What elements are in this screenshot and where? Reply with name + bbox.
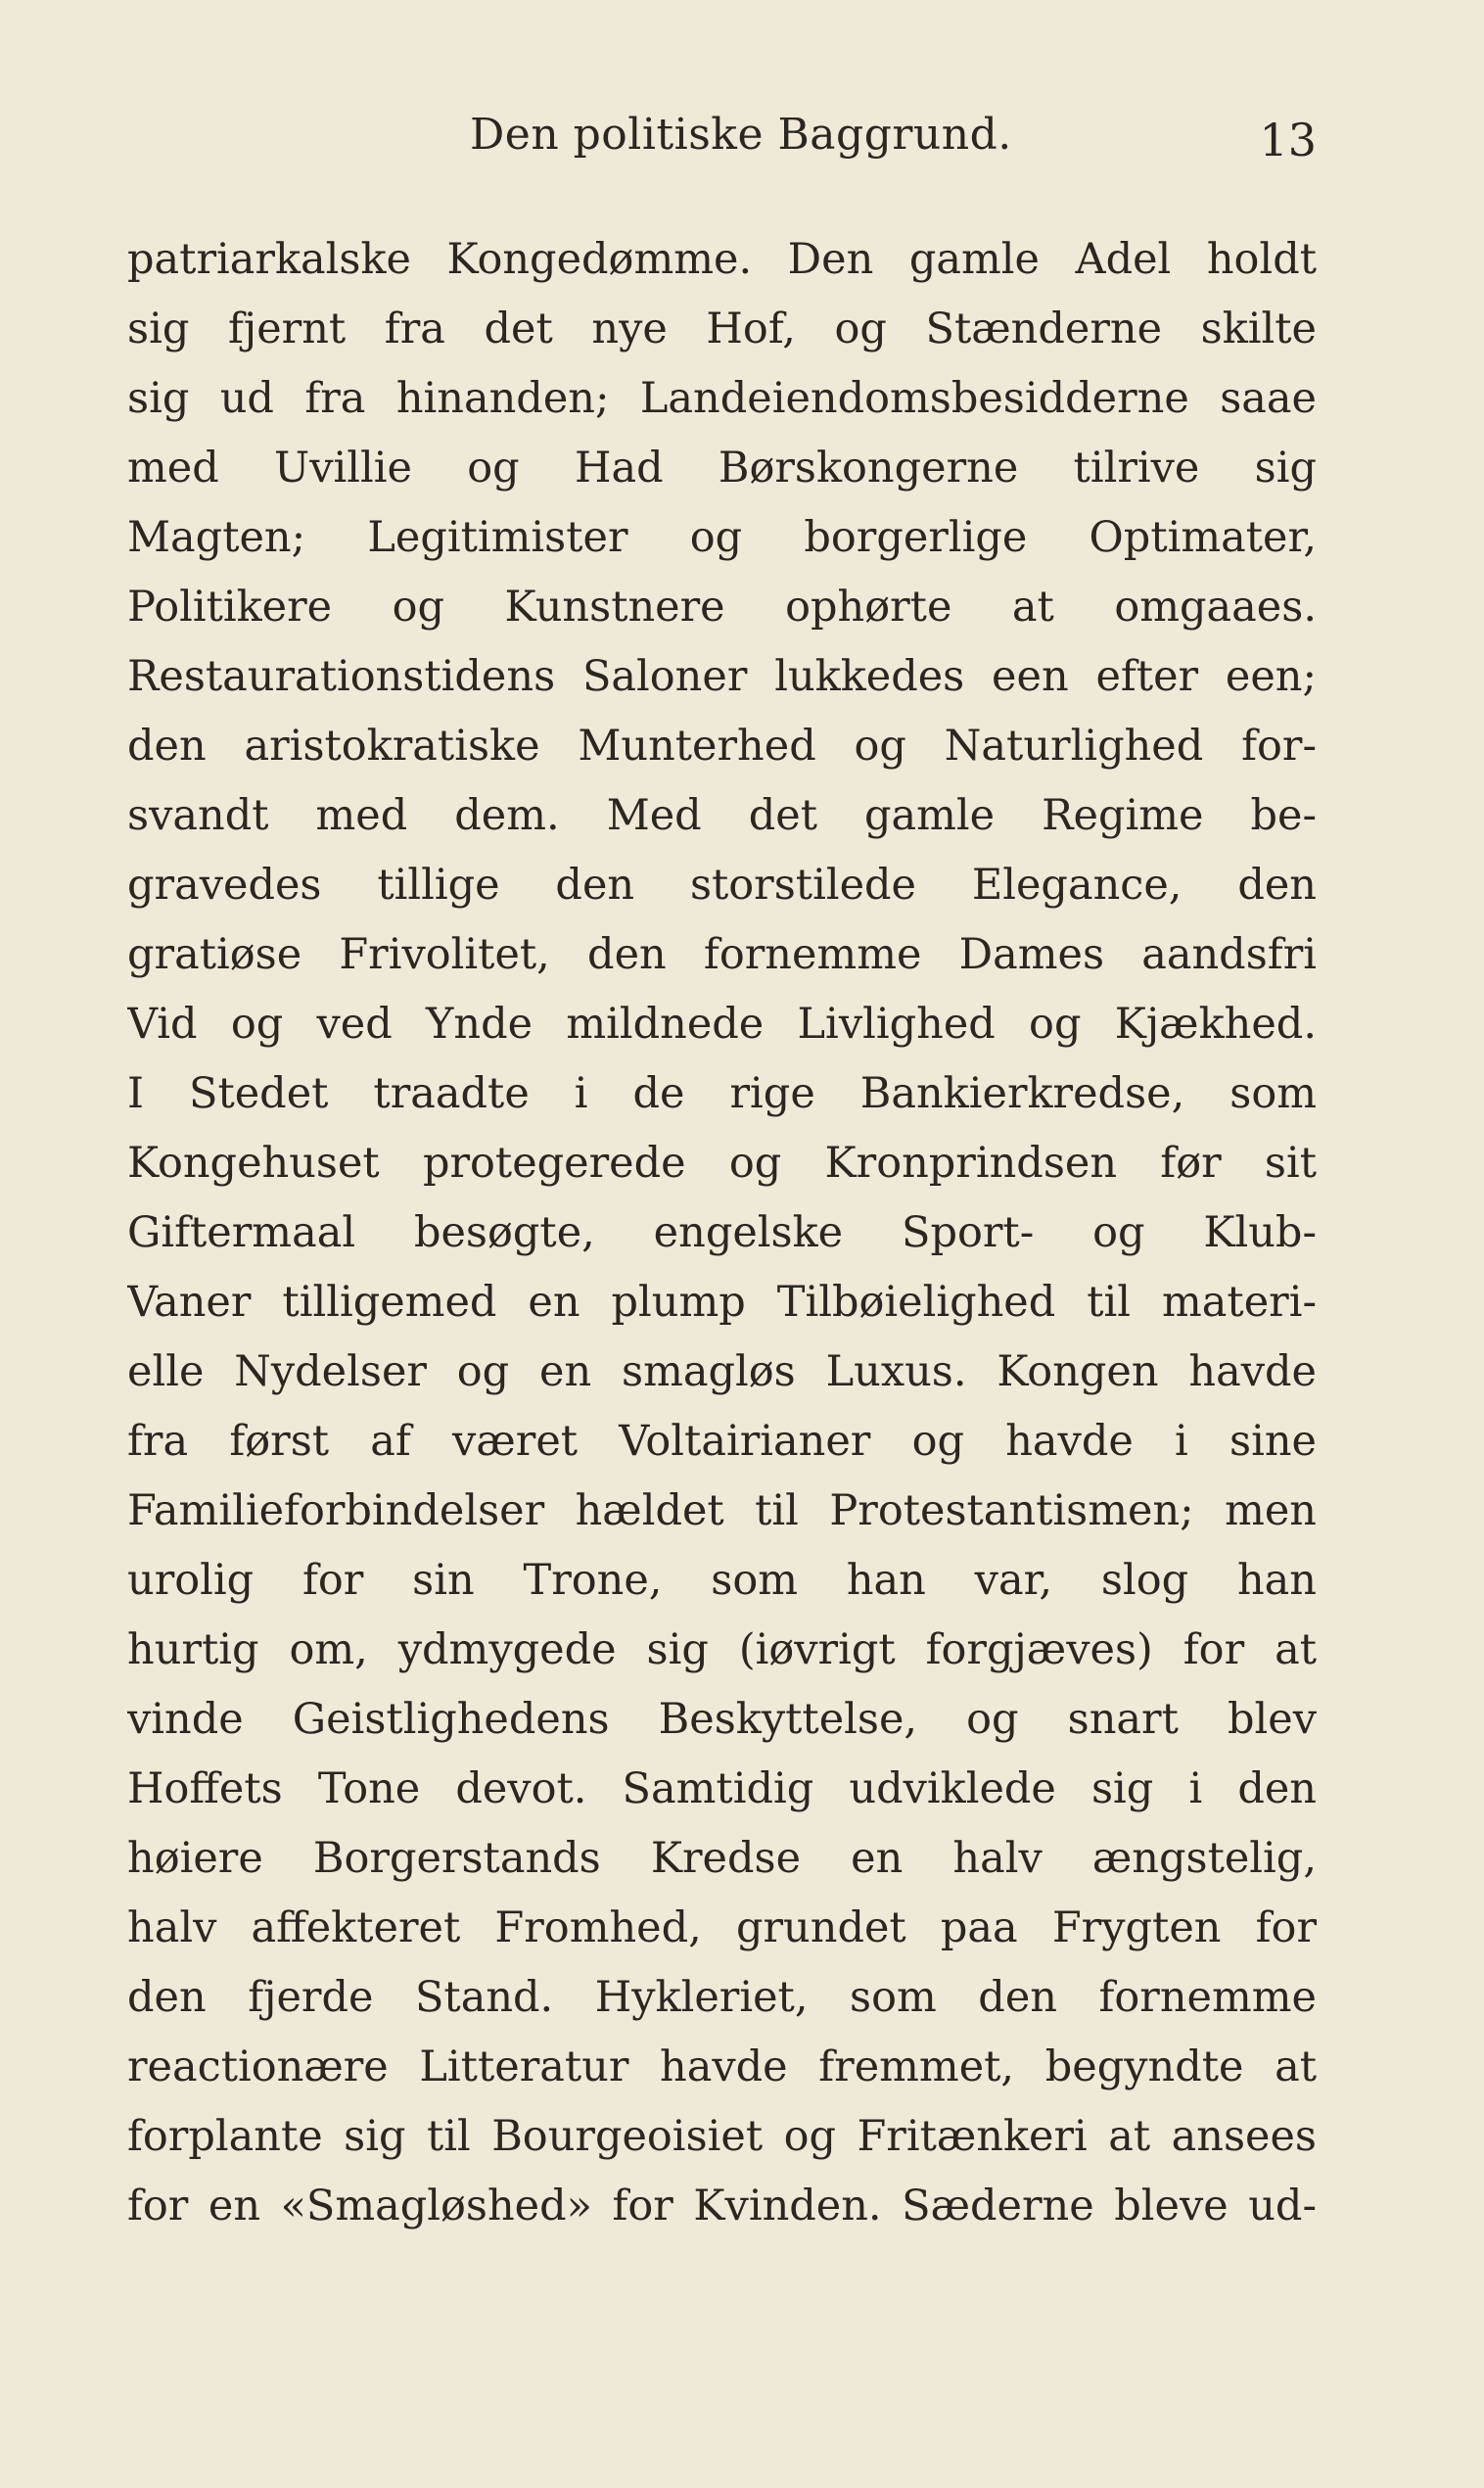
text-line: høiere Borgerstands Kredse en halv ængstelig,: [127, 1834, 1317, 1883]
text-line: Magten; Legitimister og borgerlige Optimater,: [127, 513, 1317, 562]
text-line: Restaurationstidens Saloner lukkedes een efter een;: [127, 652, 1317, 701]
text-line: hurtig om, ydmygede sig (iøvrigt forgjæves) for at: [127, 1625, 1317, 1674]
text-line: Familieforbindelser hældet til Protestantismen; men: [127, 1486, 1317, 1535]
text-line: reactionære Litteratur havde fremmet, begyndte at: [127, 2042, 1317, 2091]
text-line: sig fjernt fra det nye Hof, og Stænderne skilte: [127, 305, 1317, 353]
text-line: med Uvillie og Had Børskongerne tilrive sig: [127, 444, 1317, 493]
text-line: gravedes tillige den storstilede Elegance, den: [127, 861, 1317, 910]
text-line: sig ud fra hinanden; Landeiendomsbesidderne saae: [127, 374, 1317, 423]
text-line: den fjerde Stand. Hykleriet, som den fornemme: [127, 1973, 1317, 2022]
text-line: forplante sig til Bourgeoisiet og Fritænkeri at ansees: [127, 2112, 1317, 2161]
text-line: patriarkalske Kongedømme. Den gamle Adel holdt: [127, 235, 1317, 284]
page-number: 13: [1259, 114, 1317, 166]
text-line: I Stedet traadte i de rige Bankierkredse, som: [127, 1069, 1317, 1118]
text-line: vinde Geistlighedens Beskyttelse, og snart blev: [127, 1695, 1317, 1744]
text-line: Vaner tilligemed en plump Tilbøielighed til materi-: [127, 1278, 1317, 1327]
text-line: for en «Smagløshed» for Kvinden. Sæderne bleve ud-: [127, 2182, 1317, 2230]
text-line: Hoffets Tone devot. Samtidig udviklede sig i den: [127, 1764, 1317, 1813]
text-line: urolig for sin Trone, som han var, slog han: [127, 1556, 1317, 1605]
running-head: [127, 110, 1317, 178]
body-text: [127, 225, 1317, 2241]
text-line: elle Nydelser og en smagløs Luxus. Kongen havde: [127, 1347, 1317, 1396]
text-line: Kongehuset protegerede og Kronprindsen før sit: [127, 1139, 1317, 1188]
text-line: Vid og ved Ynde mildnede Livlighed og Kjækhed.: [127, 1000, 1317, 1049]
text-line: halv affekteret Fromhed, grundet paa Frygten for: [127, 1903, 1317, 1952]
running-title: Den politiske Baggrund.: [470, 110, 1012, 160]
text-line: Politikere og Kunstnere ophørte at omgaaes.: [127, 583, 1317, 632]
text-line: gratiøse Frivolitet, den fornemme Dames aandsfri: [127, 930, 1317, 979]
text-line: svandt med dem. Med det gamle Regime be-: [127, 791, 1317, 840]
text-line: den aristokratiske Munterhed og Naturlighed for-: [127, 722, 1317, 771]
text-line: Giftermaal besøgte, engelske Sport- og Klub-: [127, 1208, 1317, 1257]
text-line: fra først af været Voltairianer og havde i sine: [127, 1417, 1317, 1466]
